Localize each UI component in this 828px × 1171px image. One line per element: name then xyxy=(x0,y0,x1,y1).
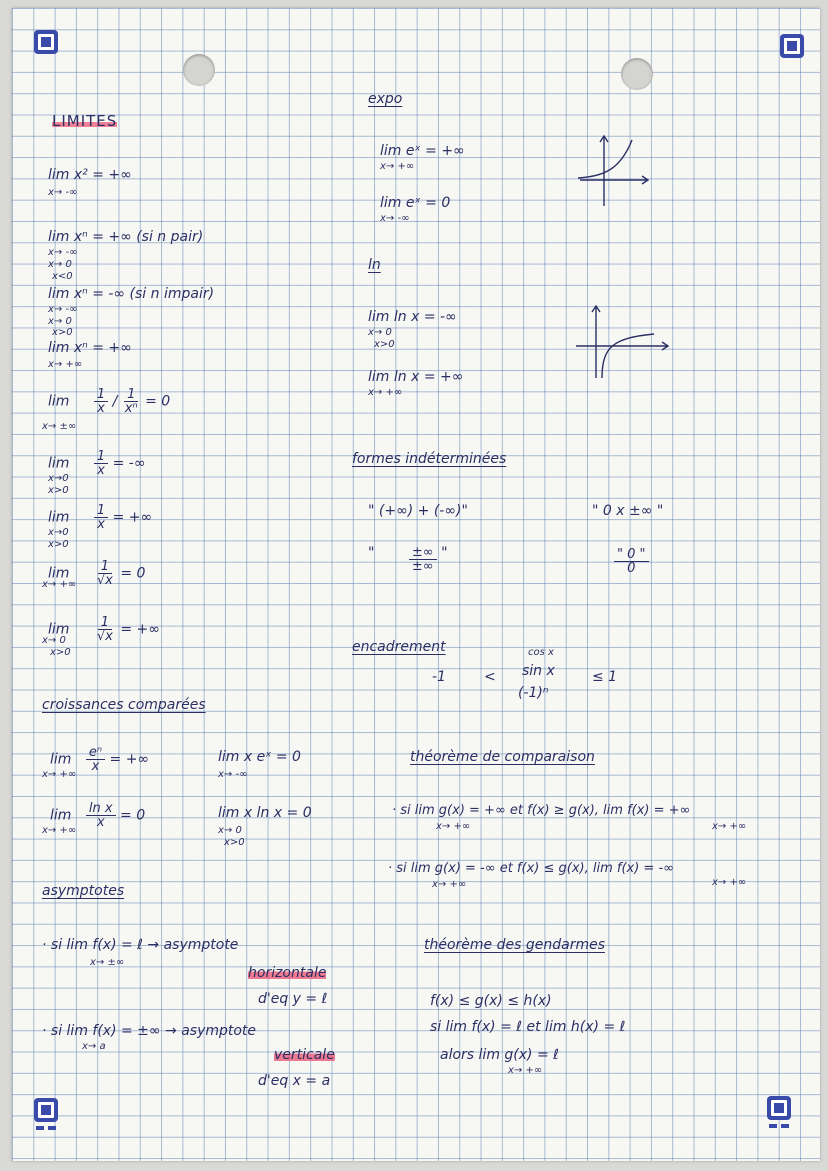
asymptote-vertical-eq: d'eq x = a xyxy=(258,1073,331,1089)
lim-label: lim xyxy=(48,621,70,638)
comparaison-heading: théorème de comparaison xyxy=(410,749,595,765)
numerator: " 0 " xyxy=(614,548,649,562)
comparaison-rule-minus-sub: x→ +∞ xyxy=(432,879,467,890)
numerator: 1 xyxy=(94,504,108,518)
fraction xyxy=(122,388,141,415)
fraction xyxy=(86,746,105,773)
encadrement-cos: cos x xyxy=(528,647,554,658)
forme-zero-times-inf: " 0 x ±∞ " xyxy=(592,503,664,519)
limit-xn-impair-sub2: x→ 0 xyxy=(48,316,72,327)
numerator: 1 xyxy=(94,450,108,464)
result: = -∞ xyxy=(112,455,146,472)
fraction xyxy=(94,560,116,587)
croissances-heading: croissances comparées xyxy=(42,697,206,713)
expo-heading: expo xyxy=(368,91,403,107)
denominator: x xyxy=(96,815,105,830)
encadrement-right: ≤ 1 xyxy=(592,669,618,685)
limit-xn-pair-sub3: x<0 xyxy=(52,271,73,282)
quote: " xyxy=(441,545,448,561)
denominator: x xyxy=(97,517,105,532)
limit-x2: lim x² = +∞ xyxy=(48,167,132,183)
asymptote-horizontal-eq: d'eq y = ℓ xyxy=(258,991,328,1007)
gendarmes-condition: si lim f(x) = ℓ et lim h(x) = ℓ xyxy=(430,1019,626,1035)
formes-heading: formes indéterminées xyxy=(352,451,507,467)
denominator: √x xyxy=(96,573,113,588)
lim-label: lim xyxy=(48,565,70,582)
page-title: LIMITES xyxy=(52,112,118,130)
numerator: 1 xyxy=(98,560,112,574)
asymptote-vertical-label: verticale xyxy=(274,1047,335,1063)
asymptote-horizontal-rule: · si lim f(x) = ℓ → asymptote xyxy=(42,937,239,953)
limit-ln-zero-sub1: x→ 0 xyxy=(368,327,392,338)
gendarmes-inequality: f(x) ≤ g(x) ≤ h(x) xyxy=(430,993,552,1009)
limit-ln-zero: lim ln x = -∞ xyxy=(368,309,457,325)
forme-zero-over-zero xyxy=(614,548,649,575)
croissance-xex: lim x eˣ = 0 xyxy=(218,749,301,765)
limit-exp-plus: lim eˣ = +∞ xyxy=(380,143,465,159)
croissance-xlnx: lim x ln x = 0 xyxy=(218,805,312,821)
limit-inv-zero-plus-sub1: x→0 xyxy=(48,527,69,538)
limit-ln-inf-sub: x→ +∞ xyxy=(368,387,403,398)
gendarmes-conclusion-sub: x→ +∞ xyxy=(508,1065,543,1076)
encadrement-sin: sin x xyxy=(522,663,555,679)
encadrement-heading: encadrement xyxy=(352,639,446,655)
quote: " xyxy=(368,545,375,561)
denominator: xⁿ xyxy=(124,401,138,416)
limit-exp-minus: lim eˣ = 0 xyxy=(380,195,451,211)
denominator: x xyxy=(97,463,105,478)
limit-xn-plus-inf-sub: x→ +∞ xyxy=(48,359,83,370)
lim-label: lim xyxy=(48,393,70,410)
comparaison-rule-minus: · si lim g(x) = -∞ et f(x) ≤ g(x), lim f(x) = -∞ xyxy=(388,861,674,876)
ln-heading: ln xyxy=(368,257,381,273)
result: = +∞ xyxy=(109,751,150,768)
limit-inv-sqrt-inf-sub: x→ +∞ xyxy=(42,579,77,590)
croissance-xex-sub: x→ -∞ xyxy=(218,769,248,780)
numerator: 1 xyxy=(94,388,108,402)
gendarmes-conclusion: alors lim g(x) = ℓ xyxy=(440,1047,559,1063)
limit-inv-sqrt-zero-sub2: x>0 xyxy=(50,647,71,658)
corner-mark-icon xyxy=(34,30,58,54)
corner-mark-icon xyxy=(34,1098,58,1122)
denominator: ±∞ xyxy=(411,559,434,574)
limit-exp-plus-sub: x→ +∞ xyxy=(380,161,415,172)
limit-ln-zero-sub2: x>0 xyxy=(374,339,395,350)
comparaison-rule-plus-sub2: x→ +∞ xyxy=(712,821,747,832)
ln-graph-sketch xyxy=(574,302,674,382)
fraction xyxy=(86,802,116,829)
limit-xn-impair-sub3: x>0 xyxy=(52,327,73,338)
result: = +∞ xyxy=(120,621,160,638)
comparaison-rule-minus-sub2: x→ +∞ xyxy=(712,877,747,888)
comparaison-rule-plus: · si lim g(x) = +∞ et f(x) ≥ g(x), lim f(x) = +∞ xyxy=(392,803,691,818)
exp-graph-sketch xyxy=(574,130,654,210)
fraction xyxy=(94,388,108,415)
asymptotes-heading: asymptotes xyxy=(42,883,125,899)
forme-inf-over-inf xyxy=(368,546,448,573)
asymptote-vertical-sub: x→ a xyxy=(82,1041,106,1052)
limit-inv-sqrt-zero-sub1: x→ 0 xyxy=(42,635,66,646)
fraction xyxy=(94,616,116,643)
asymptote-horizontal-label: horizontale xyxy=(248,965,327,981)
encadrement-lt: < xyxy=(484,669,496,685)
result: = +∞ xyxy=(112,509,153,526)
denominator: x xyxy=(91,759,100,774)
limit-x2-sub: x→ -∞ xyxy=(48,187,78,198)
limit-inv-zero-sub1: x→0 xyxy=(48,473,69,484)
encadrement-left: -1 xyxy=(432,669,446,685)
lim-label: lim xyxy=(48,509,70,526)
denominator: √x xyxy=(96,629,113,644)
lim-label: lim xyxy=(50,807,72,824)
fraction xyxy=(409,546,437,573)
graph-paper-sheet xyxy=(12,8,820,1161)
limit-inv-zero-plus-sub2: x>0 xyxy=(48,539,69,550)
limit-xn-pair-sub1: x→ -∞ xyxy=(48,247,78,258)
limit-xn-impair-sub1: x→ -∞ xyxy=(48,304,78,315)
croissance-xlnx-sub2: x>0 xyxy=(224,837,245,848)
fraction xyxy=(94,504,108,531)
separator: / xyxy=(112,393,118,410)
comparaison-rule-plus-sub: x→ +∞ xyxy=(436,821,471,832)
limit-inverse xyxy=(48,388,170,415)
punch-hole-left xyxy=(183,54,215,86)
numerator: eⁿ xyxy=(86,746,105,760)
result: = 0 xyxy=(120,807,146,824)
limit-ln-inf: lim ln x = +∞ xyxy=(368,369,464,385)
numerator: ±∞ xyxy=(409,546,437,560)
limit-xn-pair: lim xⁿ = +∞ (si n pair) xyxy=(48,229,204,245)
fraction xyxy=(94,450,108,477)
limit-xn-pair-sub2: x→ 0 xyxy=(48,259,72,270)
punch-hole-right xyxy=(621,58,653,90)
denominator: x xyxy=(97,401,105,416)
limit-xn-impair: lim xⁿ = -∞ (si n impair) xyxy=(48,286,215,302)
lim-label: lim xyxy=(50,751,72,768)
fraction xyxy=(614,548,649,575)
asymptote-horizontal-sub: x→ ±∞ xyxy=(90,957,125,968)
limit-inverse-sub: x→ ±∞ xyxy=(42,421,77,432)
denominator: 0 xyxy=(627,561,636,576)
numerator: ln x xyxy=(86,802,116,816)
lim-label: lim xyxy=(48,455,70,472)
croissance-exp-sub: x→ +∞ xyxy=(42,769,77,780)
gendarmes-heading: théorème des gendarmes xyxy=(424,937,605,953)
asymptote-vertical-rule: · si lim f(x) = ±∞ → asymptote xyxy=(42,1023,257,1039)
corner-mark-icon xyxy=(767,1096,791,1120)
result: = 0 xyxy=(120,565,146,582)
numerator: 1 xyxy=(98,616,112,630)
encadrement-pow: (-1)ⁿ xyxy=(518,685,549,701)
numerator: 1 xyxy=(124,388,138,402)
forme-plus-minus-inf: " (+∞) + (-∞)" xyxy=(368,503,468,519)
result: = 0 xyxy=(145,393,171,410)
limit-inv-zero-sub2: x>0 xyxy=(48,485,69,496)
limit-xn-plus-inf: lim xⁿ = +∞ xyxy=(48,340,132,356)
corner-mark-icon xyxy=(780,34,804,58)
croissance-ln-sub: x→ +∞ xyxy=(42,825,77,836)
limit-exp-minus-sub: x→ -∞ xyxy=(380,213,410,224)
croissance-xlnx-sub1: x→ 0 xyxy=(218,825,242,836)
